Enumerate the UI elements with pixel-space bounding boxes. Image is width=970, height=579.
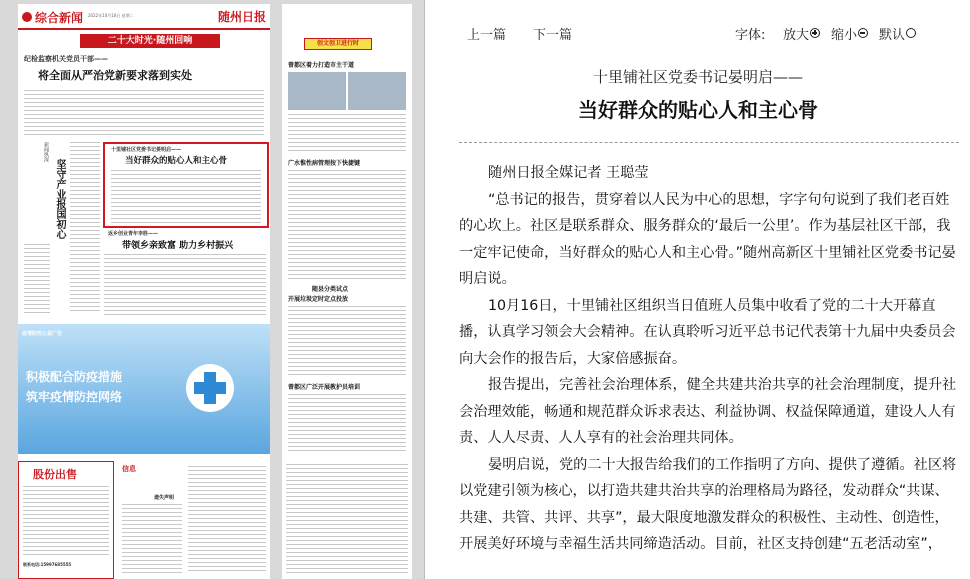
lost-notice-title: 遗失声明 (154, 495, 175, 501)
highlighted-story[interactable] (103, 142, 269, 228)
column-banner: 二十大时光·随州回响 (80, 34, 220, 48)
info-text (188, 466, 266, 574)
classified-text (23, 486, 109, 558)
page2-text (288, 306, 406, 376)
page2-headline[interactable]: 随县分类试点 (312, 286, 349, 293)
highlighted-story-kicker: 十里铺社区党委书记晏明启—— (111, 147, 182, 153)
story-kicker: 返乡创业青年李胜—— (108, 231, 159, 237)
newspaper-page-2 (282, 4, 412, 579)
section-dot-icon (22, 12, 32, 22)
ad-slogan-2: 筑牢疫情防控网络 (26, 390, 123, 404)
page2-headline[interactable]: 曾都区着力打造市主干道 (288, 62, 355, 69)
story-body-text (24, 244, 50, 314)
font-size-label: 字体: (735, 28, 766, 43)
zoom-in-label: 放大 (783, 28, 810, 43)
article-paragraph: 报告提出，完善社会治理体系，健全共建共治共享的社会治理制度，提升社会治理效能，畅通和规范群众诉求表达、利益协调、权益保障通道，建设人人有责、人人尽责、人人享有的社会治理共同体。 (459, 377, 957, 446)
article-subtitle: 十里铺社区党委书记晏明启—— (592, 68, 803, 86)
next-article-button[interactable]: 下一篇 (533, 28, 573, 43)
article-body (459, 160, 959, 558)
info-text (122, 504, 182, 574)
highlighted-story-title: 当好群众的贴心人和主心骨 (125, 156, 228, 166)
page2-photo (288, 72, 346, 110)
classified-sale[interactable] (18, 461, 114, 579)
page2-text (286, 464, 408, 574)
ad-label: 疫情防控公益广告 (22, 331, 63, 337)
page2-headline[interactable]: 开展垃圾定时定点投放 (288, 296, 349, 303)
zoom-in-button[interactable] (783, 24, 820, 43)
article-title: 当好群众的贴心人和主心骨 (578, 98, 818, 122)
ad-slogan-1: 积极配合防疫措施 (26, 370, 123, 384)
story-headline[interactable]: 将全面从严治党新要求落到实处 (38, 69, 192, 82)
article-paragraph: 10月16日，十里铺社区组织当日值班人员集中收看了党的二十大开幕直播，认真学习领会大会精神。在认真聆听习近平总书记代表第十九届中央委员会向大会作的报告后，大家倍感振奋。 (459, 297, 956, 367)
story-body-text (24, 90, 264, 136)
page2-text (288, 394, 406, 454)
classified-phone: 联系电话:15997685555 (23, 562, 72, 567)
story-kicker[interactable]: 纪检监察机关党员干部—— (24, 55, 108, 63)
reset-font-button[interactable] (879, 24, 916, 43)
title-divider (459, 142, 959, 143)
story-body-text (70, 142, 100, 312)
classified-title: 股份出售 (33, 468, 77, 481)
vertical-headline[interactable]: 坚守产业报国初心 (54, 159, 65, 239)
page2-headline[interactable]: 广水惟性病管理按下快捷键 (288, 160, 361, 167)
story-headline[interactable]: 带领乡亲致富 助力乡村振兴 (122, 241, 234, 251)
article-paragraph: 晏明启说，党的二十大报告给我们的工作指明了方向、提供了遵循。社区将以党建引领为核心，以打造共建共治共享的治理格局为路径，发动群众“共谋、共建、共管、共评、共享”，最大限度地激发群众的积极性、主动性、创造性，开展美好环境与幸福生活共同缔造活动。目前，社区支持创建“五老活动室”， (459, 456, 957, 552)
circle-icon (906, 28, 916, 38)
highlighted-story-text (111, 170, 261, 224)
info-column-title: 信息 (122, 465, 136, 473)
page2-text (288, 114, 406, 154)
article-paragraph: “总书记的报告，贯穿着以人民为中心的思想，字字句句说到了我们老百姓的心坎上。社区是联系群众、服务群众的‘最后一公里’。作为基层社区干部，我一定牢记使命，当好群众的贴心人和主心骨。”随州高新区十里铺社区党委书记晏明启说。 (459, 191, 956, 287)
zoom-out-button[interactable] (831, 24, 868, 43)
page2-text (288, 170, 406, 280)
previous-article-button[interactable]: 上一篇 (467, 28, 507, 43)
reset-font-label: 默认 (879, 28, 906, 43)
page2-photo (348, 72, 406, 110)
zoom-out-label: 缩小 (831, 28, 858, 43)
newspaper-page (18, 4, 270, 579)
public-service-ad[interactable] (18, 324, 270, 454)
plus-circle-icon (810, 28, 820, 38)
medical-cross-icon (186, 364, 234, 412)
masthead (18, 4, 270, 30)
minus-circle-icon (858, 28, 868, 38)
section-name: 综合新闻 (35, 11, 84, 25)
page2-banner: 创文创卫进行时 (304, 38, 372, 50)
newspaper-panel (0, 0, 424, 579)
story-body-text (104, 254, 266, 316)
newspaper-logo: 随州日报 (217, 10, 266, 24)
page2-headline[interactable]: 曾都区广泛开展教护员培训 (288, 384, 361, 391)
masthead-date: 2022年10月18日 星期二 (88, 13, 134, 18)
article-reader (424, 0, 970, 579)
article-byline: 随州日报全媒记者 王聪莹 (488, 165, 649, 181)
vertical-kicker: 新闻纵深 (43, 142, 49, 162)
reader-toolbar (425, 0, 970, 43)
